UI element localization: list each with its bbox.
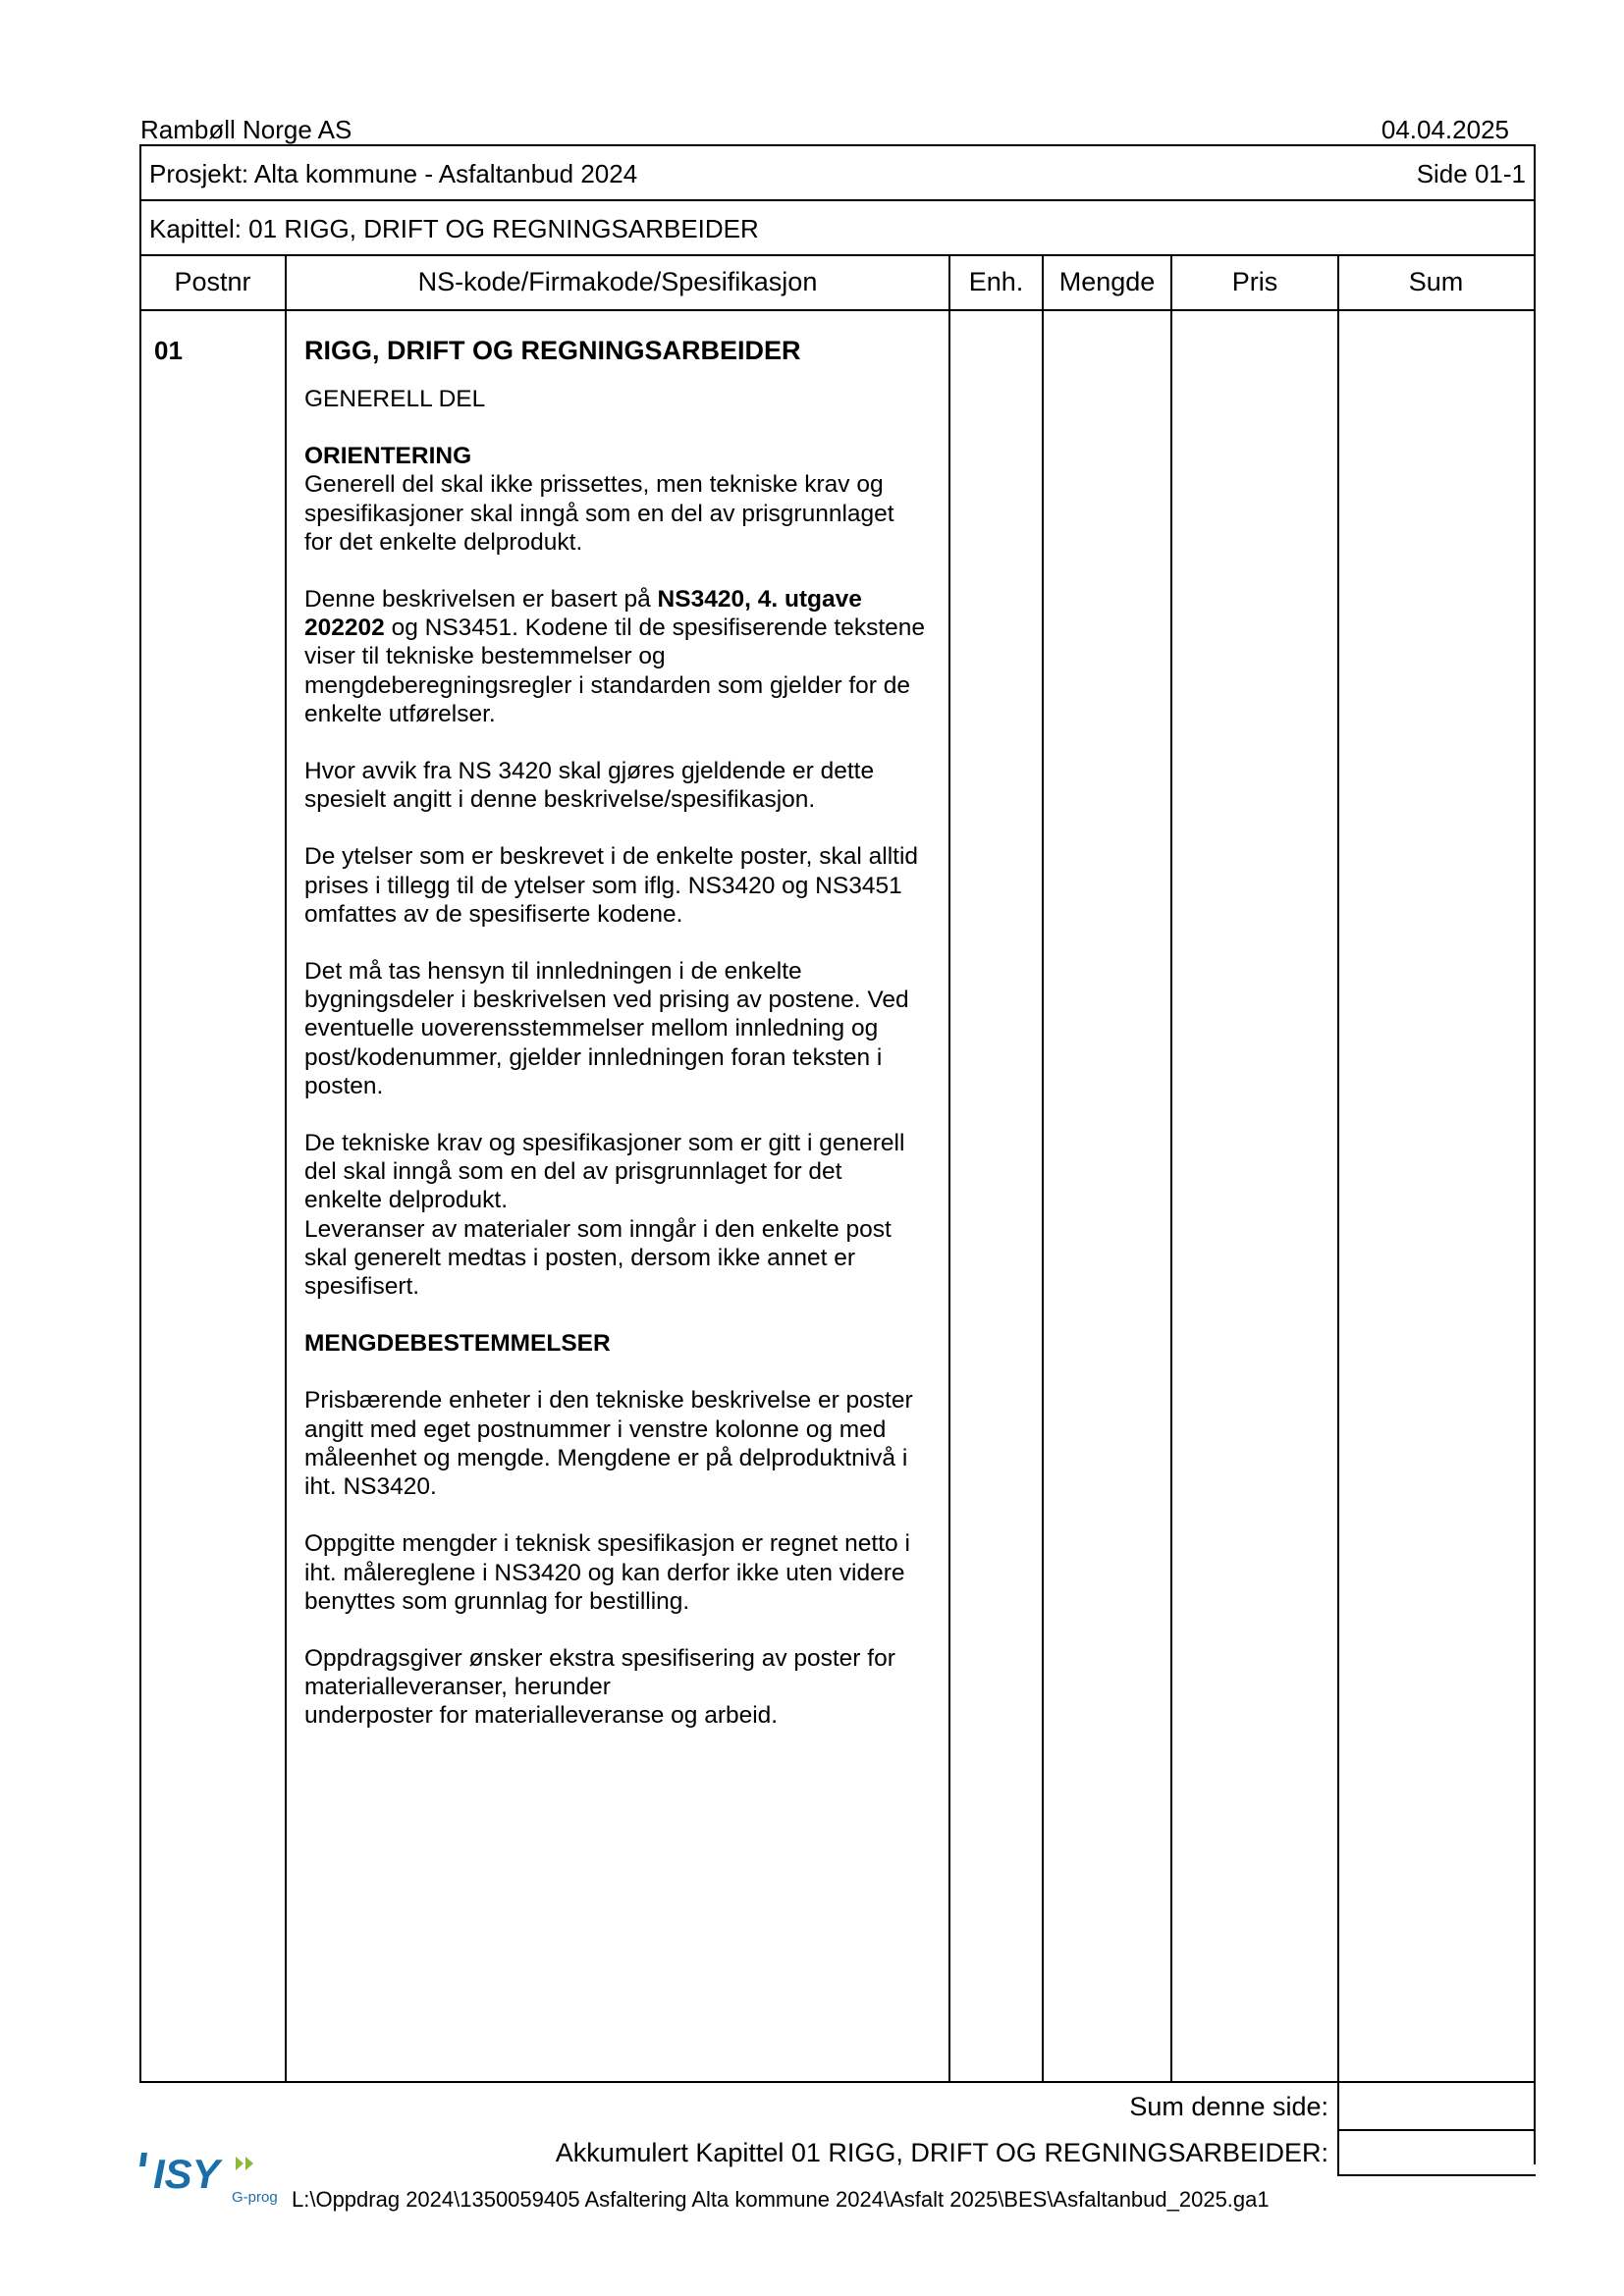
column-header-quantity: Mengde — [1058, 267, 1156, 296]
basis-paragraph — [304, 585, 952, 728]
basis-text-1: og NS3451. Kodene til de spesifiserende tekstene — [384, 614, 926, 642]
orientation-text: Generell del skal ikke prissettes, men tekniske krav og spesifikasjoner skal inngå som en del av prisgrunnlaget for det enkelte delprodukt. — [304, 471, 894, 556]
accumulated-label: Akkumulert Kapittel 01 RIGG, DRIFT OG REGNINGSARBEIDER: — [555, 2138, 1328, 2167]
client-paragraph: Oppdragsgiver ønsker ekstra spesifisering av poster for materialleveranser, herunder underposter for materialleveranse og arbeid. — [304, 1644, 895, 1730]
sum-page-divider — [1337, 2129, 1536, 2131]
isy-logo — [137, 2153, 285, 2212]
company-name: Rambøll Norge AS — [140, 115, 352, 144]
given-quantities-paragraph: Oppgitte mengder i teknisk spesifikasjon er regnet netto i iht. målereglene i NS3420 og kan derfor ikke uten videre benyttes som grunnlag for bestilling. — [304, 1530, 910, 1615]
basis-standard: NS3420, 4. utgave — [657, 586, 862, 614]
column-header-divider — [139, 309, 1536, 311]
file-path: L:\Oppdrag 2024\1350059405 Asfaltering Alta kommune 2024\Asfalt 2025\BES\Asfaltanbud_2025.ga1 — [292, 2187, 1270, 2212]
basis-prefix: Denne beskrivelsen er basert på — [304, 586, 658, 614]
column-header-price: Pris — [1231, 267, 1278, 296]
orientation-heading: ORIENTERING — [304, 443, 472, 470]
general-section-label: GENERELL DEL — [304, 386, 486, 412]
frame-right-line — [1534, 144, 1536, 2164]
column-divider-postnr — [285, 254, 287, 2082]
document-date: 04.04.2025 — [1380, 115, 1509, 144]
chapter-title: Kapittel: 01 RIGG, DRIFT OG REGNINGSARBEIDER — [149, 214, 759, 243]
sum-box-left-line — [1337, 2081, 1339, 2174]
column-divider-price — [1337, 254, 1339, 2164]
post-number: 01 — [154, 336, 183, 365]
project-title: Prosjekt: Alta kommune - Asfaltanbud 2024 — [149, 159, 638, 188]
logo-subtext: G-prog — [232, 2189, 278, 2206]
introduction-paragraph: Det må tas hensyn til innledningen i de enkelte bygningsdeler i beskrivelsen ved prising av postene. Ved eventuelle uoverensstemmelser mellom innledning og post/kodenummer, gjelder innledningen foran teksten i posten. — [304, 958, 909, 1099]
frame-top-line — [139, 144, 1536, 146]
chapter-heading: RIGG, DRIFT OG REGNINGSARBEIDER — [304, 336, 801, 365]
services-paragraph: De ytelser som er beskrevet i de enkelte poster, skal alltid prises i tillegg til de ytelser som iflg. NS3420 og NS3451 omfattes av de spesifiserte kodene. — [304, 843, 919, 928]
logo-text: ISY — [153, 2153, 220, 2197]
page-number: Side 01-1 — [1416, 159, 1526, 188]
column-header-postnr: Postnr — [174, 267, 251, 296]
basis-text-2: viser til tekniske bestemmelser og mengdeberegningsregler i standarden som gjelder for de enkelte utførelser. — [304, 643, 910, 727]
column-divider-quantity — [1170, 254, 1172, 2082]
accumulated-bottom-line — [1337, 2174, 1536, 2176]
table-bottom-line — [139, 2081, 1536, 2083]
isy-logo-graphic — [137, 2153, 285, 2212]
quantity-heading: MENGDEBESTEMMELSER — [304, 1330, 611, 1358]
column-header-unit: Enh. — [968, 267, 1024, 296]
column-divider-unit — [1042, 254, 1044, 2082]
frame-left-line — [139, 144, 141, 2082]
project-row-divider — [139, 199, 1536, 201]
basis-version: 202202 — [304, 614, 385, 642]
column-header-spec: NS-kode/Firmakode/Spesifikasjon — [417, 267, 818, 296]
requirements-paragraph: De tekniske krav og spesifikasjoner som er gitt i generell del skal inngå som en del av prisgrunnlaget for det enkelte delprodukt. Leveranser av materialer som inngår i den enkelte post skal generelt medtas i posten, dersom ikke annet er spesifisert. — [304, 1130, 905, 1301]
deviation-paragraph: Hvor avvik fra NS 3420 skal gjøres gjeldende er dette spesielt angitt i denne beskrivelse/spesifikasjon. — [304, 758, 875, 814]
sum-page-label: Sum denne side: — [1129, 2092, 1328, 2121]
quantity-paragraph: Prisbærende enheter i den tekniske beskrivelse er poster angitt med eget postnummer i venstre kolonne og med måleenhet og mengde. Mengdene er på delproduktnivå i iht. NS3420. — [304, 1387, 913, 1501]
column-header-sum: Sum — [1408, 267, 1464, 296]
specification-text — [304, 334, 952, 1759]
orientation-section — [304, 442, 952, 557]
